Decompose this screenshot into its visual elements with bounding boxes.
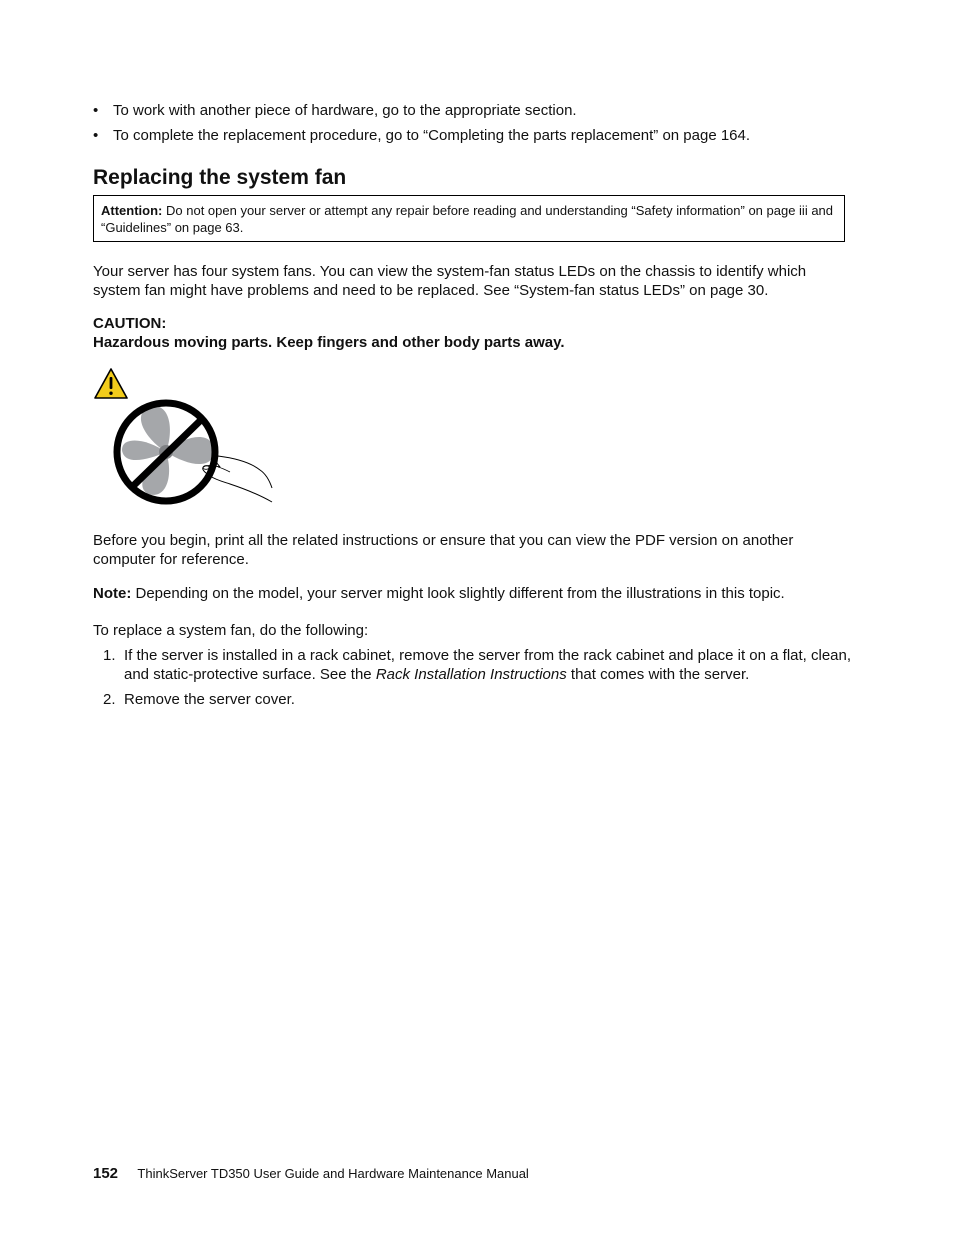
intro-paragraph: Your server has four system fans. You can view the system-fan status LEDs on the chassis to identify which system fan might have problems and need to be replaced. See “System-fan status LEDs” on page 30. (93, 263, 807, 299)
bullet-marker: • (93, 102, 99, 119)
step-number: 2. (103, 691, 116, 708)
steps-list (93, 646, 853, 715)
attention-box (93, 195, 845, 242)
caution-block (93, 314, 565, 352)
note-paragraph (93, 584, 853, 603)
manual-title: ThinkServer TD350 User Guide and Hardware Maintenance Manual (137, 1166, 529, 1181)
step-text: Remove the server cover. (124, 691, 295, 708)
page-number: 152 (93, 1165, 119, 1182)
bullet-text: To complete the replacement procedure, go to “Completing the parts replacement” on page 164. (113, 127, 751, 144)
note-label: Note: (93, 585, 132, 602)
bullet-item (93, 101, 853, 121)
caution-text: Hazardous moving parts. Keep fingers and other body parts away. (93, 334, 565, 351)
step-link-title: Rack Installation Instructions (375, 666, 567, 683)
top-bullet-list (93, 101, 853, 151)
page-footer (93, 1164, 529, 1184)
bullet-marker: • (93, 127, 99, 144)
attention-text: Do not open your server or attempt any repair before reading and understanding “Safety information” on page iii and “Guidelines” on page 63. (101, 203, 834, 235)
step-number: 1. (103, 647, 116, 664)
no-fingers-near-fan-icon (108, 396, 278, 511)
steps-intro: To replace a system fan, do the following: (93, 622, 369, 639)
bullet-item (93, 126, 853, 146)
step-item (93, 690, 853, 709)
bullet-text: To work with another piece of hardware, go to the appropriate section. (113, 102, 577, 119)
attention-label: Attention: (101, 203, 163, 218)
before-begin-paragraph: Before you begin, print all the related instructions or ensure that you can view the PDF version on another computer for reference. (93, 532, 794, 568)
caution-label: CAUTION: (93, 315, 167, 332)
step-text-end: that comes with the server. (570, 666, 750, 683)
step-item (93, 646, 853, 684)
note-text: Depending on the model, your server might look slightly different from the illustrations in this topic. (135, 585, 785, 602)
section-title: Replacing the system fan (93, 166, 347, 189)
step-text: If the server is installed in a rack cabinet, remove the server from the rack cabinet and place it on a flat, clean, and static-protective surface. See the (124, 647, 852, 683)
